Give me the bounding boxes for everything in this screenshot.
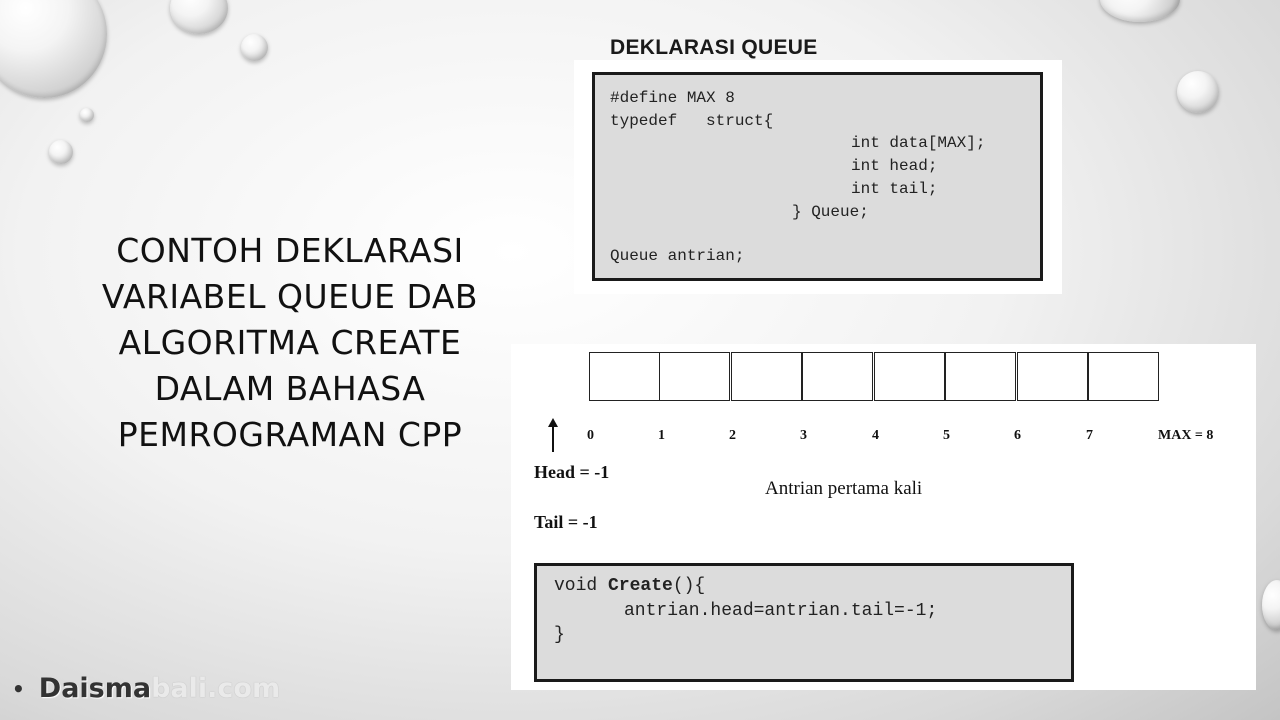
water-drop-decoration xyxy=(1177,71,1219,113)
create-code-line: antrian.head=antrian.tail=-1; xyxy=(624,601,938,621)
footer-bullet: • xyxy=(12,676,25,701)
water-drop-decoration xyxy=(1100,0,1180,22)
code-keyword: void xyxy=(554,576,609,596)
queue-index-label: 7 xyxy=(1086,428,1093,443)
code-line: int head; xyxy=(851,157,938,175)
queue-index-label: 2 xyxy=(729,428,736,443)
code-line: #define MAX 8 xyxy=(610,89,735,107)
slide-title xyxy=(90,228,490,458)
queue-cell xyxy=(1017,352,1088,401)
queue-cell xyxy=(731,352,802,401)
diagram-caption: Antrian pertama kali xyxy=(765,478,923,499)
footer-watermark xyxy=(12,673,280,704)
slide-title-line: ALGORITMA CREATE xyxy=(118,323,462,362)
function-name: Create xyxy=(608,576,673,596)
water-drop-decoration xyxy=(1262,580,1280,630)
code-line: int tail; xyxy=(851,180,938,198)
slide-title-line: CONTOH DEKLARASI xyxy=(116,231,464,270)
queue-cell xyxy=(802,352,873,401)
code-punctuation: (){ xyxy=(672,576,706,596)
slide-title-line: VARIABEL QUEUE DAB xyxy=(101,277,479,316)
queue-index-label: 5 xyxy=(943,428,950,443)
code-line: Queue antrian; xyxy=(610,247,745,265)
code-line: int data[MAX]; xyxy=(851,134,986,152)
water-drop-decoration xyxy=(0,0,107,98)
slide-title-line: DALAM BAHASA xyxy=(154,369,426,408)
queue-cell xyxy=(874,352,945,401)
queue-index-label: 6 xyxy=(1014,428,1021,443)
head-label: Head = -1 xyxy=(534,462,610,482)
queue-index-label: 1 xyxy=(658,428,665,443)
queue-index-label: 0 xyxy=(587,428,594,443)
slide-title-line: PEMROGRAMAN CPP xyxy=(117,415,463,454)
create-code-line: } xyxy=(554,625,565,645)
footer-brand-dark: Daisma xyxy=(38,673,152,704)
queue-index-label: 3 xyxy=(800,428,807,443)
queue-cell xyxy=(945,352,1016,401)
code-line: typedef struct{ xyxy=(610,112,774,130)
tail-label: Tail = -1 xyxy=(534,512,598,532)
water-drop-decoration xyxy=(49,140,73,164)
water-drop-decoration xyxy=(241,34,268,61)
declaration-heading: DEKLARASI QUEUE xyxy=(610,36,818,59)
water-drop-decoration xyxy=(170,0,228,34)
code-line: } Queue; xyxy=(792,203,869,221)
water-drop-decoration xyxy=(80,108,94,122)
queue-cell xyxy=(659,352,730,401)
queue-cell xyxy=(589,352,660,401)
head-pointer-arrow-icon xyxy=(545,418,561,454)
create-code-line xyxy=(554,575,705,597)
max-label: MAX = 8 xyxy=(1158,428,1214,443)
queue-cell xyxy=(1088,352,1159,401)
queue-index-label: 4 xyxy=(872,428,879,443)
footer-brand-light: bali.com xyxy=(151,673,281,704)
